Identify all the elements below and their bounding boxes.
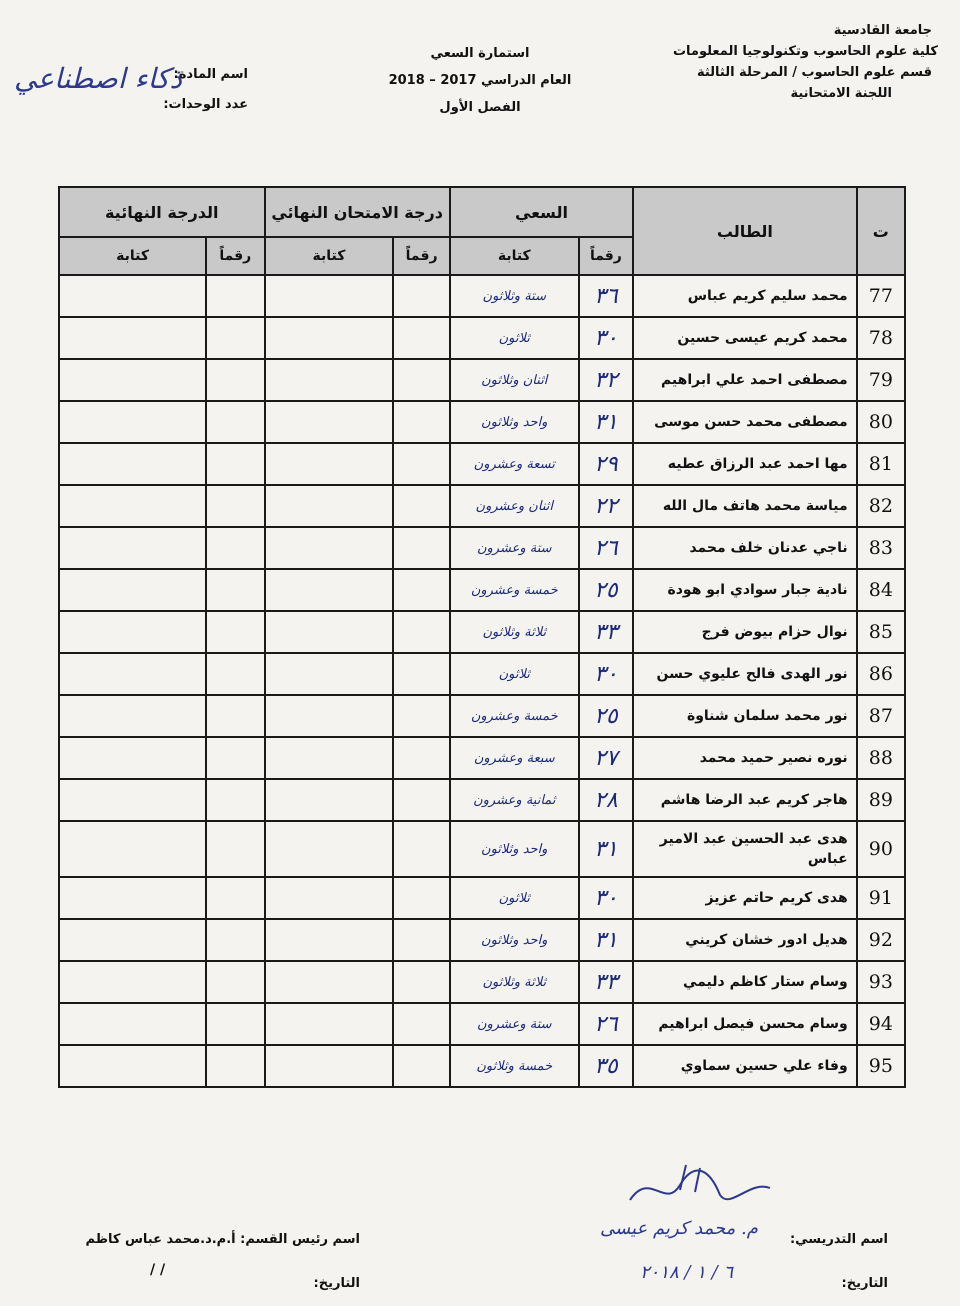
units-label: عدد الوحدات: xyxy=(163,97,248,112)
student-name: مها احمد عبد الرزاق عطيه xyxy=(633,443,857,485)
student-name: نوره نصير حميد محمد xyxy=(633,737,857,779)
row-number: 92 xyxy=(857,919,905,961)
teacher-date-label: التاريخ: xyxy=(841,1276,888,1291)
row-number: 94 xyxy=(857,1003,905,1045)
final-numeric xyxy=(206,527,264,569)
effort-numeric: ٢٦ xyxy=(579,1003,633,1045)
student-name: هديل ادور خشان كريني xyxy=(633,919,857,961)
table-row xyxy=(59,1045,905,1087)
student-name: وفاء علي حسين سماوي xyxy=(633,1045,857,1087)
final-numeric xyxy=(206,919,264,961)
effort-numeric: ٢٢ xyxy=(579,485,633,527)
row-number: 89 xyxy=(857,779,905,821)
table-row xyxy=(59,485,905,527)
table-row xyxy=(59,569,905,611)
exam-numeric xyxy=(393,485,449,527)
final-written xyxy=(59,569,206,611)
exam-written xyxy=(265,877,394,919)
exam-written xyxy=(265,737,394,779)
student-name: هدى عبد الحسين عبد الامير عباس xyxy=(633,821,857,877)
header-seq: ت xyxy=(857,187,905,275)
final-written xyxy=(59,695,206,737)
effort-written: سبعة وعشرون xyxy=(450,737,579,779)
header-exam-written: كتابة xyxy=(265,237,394,275)
exam-written xyxy=(265,275,394,317)
effort-written: اثنان وثلاثون xyxy=(450,359,579,401)
final-numeric xyxy=(206,1045,264,1087)
effort-written: خمسة وعشرون xyxy=(450,695,579,737)
final-numeric xyxy=(206,779,264,821)
final-written xyxy=(59,737,206,779)
exam-written xyxy=(265,401,394,443)
effort-numeric: ٣٢ xyxy=(579,359,633,401)
final-numeric xyxy=(206,569,264,611)
row-number: 91 xyxy=(857,877,905,919)
exam-numeric xyxy=(393,961,449,1003)
effort-numeric: ٣١ xyxy=(579,401,633,443)
row-number: 77 xyxy=(857,275,905,317)
effort-numeric: ٣٣ xyxy=(579,611,633,653)
exam-written xyxy=(265,919,394,961)
effort-numeric: ٣٣ xyxy=(579,961,633,1003)
row-number: 90 xyxy=(857,821,905,877)
final-written xyxy=(59,359,206,401)
head-line xyxy=(86,1218,360,1262)
table-row xyxy=(59,527,905,569)
header-effort-written: كتابة xyxy=(450,237,579,275)
table-row xyxy=(59,737,905,779)
department-stage: قسم علوم الحاسوب / المرحلة الثالثة xyxy=(696,65,932,80)
head-date-label: التاريخ: xyxy=(313,1276,360,1291)
table-row xyxy=(59,359,905,401)
teacher-name-handwritten: م. محمد كريم عيسى xyxy=(600,1218,758,1239)
exam-numeric xyxy=(393,401,449,443)
teacher-label: اسم التدريسي: xyxy=(789,1232,888,1247)
row-number: 86 xyxy=(857,653,905,695)
table-row xyxy=(59,877,905,919)
effort-numeric: ٣٠ xyxy=(579,653,633,695)
subject-label: اسم المادة: xyxy=(173,67,248,82)
exam-written xyxy=(265,961,394,1003)
exam-written xyxy=(265,485,394,527)
effort-written: واحد وثلاثون xyxy=(450,821,579,877)
university-header xyxy=(672,20,938,104)
final-written xyxy=(59,611,206,653)
student-name: نور محمد سلمان شناوة xyxy=(633,695,857,737)
exam-written xyxy=(265,779,394,821)
committee-name: اللجنة الامتحانية xyxy=(790,86,892,101)
exam-numeric xyxy=(393,611,449,653)
exam-numeric xyxy=(393,653,449,695)
teacher-footer xyxy=(790,1218,888,1306)
student-name: نوال حزام بيوض فرج xyxy=(633,611,857,653)
effort-numeric: ٣٥ xyxy=(579,1045,633,1087)
effort-numeric: ٢٦ xyxy=(579,527,633,569)
final-numeric xyxy=(206,485,264,527)
semester: الفصل الأول xyxy=(439,100,521,115)
teacher-signature-icon xyxy=(620,1160,780,1220)
exam-written xyxy=(265,1003,394,1045)
header-effort: السعي xyxy=(450,187,633,237)
exam-written xyxy=(265,359,394,401)
row-number: 85 xyxy=(857,611,905,653)
exam-written xyxy=(265,821,394,877)
exam-numeric xyxy=(393,1045,449,1087)
final-written xyxy=(59,821,206,877)
effort-numeric: ٣٠ xyxy=(579,317,633,359)
effort-written: خمسة وثلاثون xyxy=(450,1045,579,1087)
exam-numeric xyxy=(393,737,449,779)
final-numeric xyxy=(206,653,264,695)
effort-written: ثلاثون xyxy=(450,653,579,695)
effort-written: ستة وعشرون xyxy=(450,1003,579,1045)
university-name: جامعة القادسية xyxy=(833,23,932,38)
final-written xyxy=(59,919,206,961)
effort-written: واحد وثلاثون xyxy=(450,401,579,443)
student-name: وسام ستار كاظم دليمي xyxy=(633,961,857,1003)
academic-year: العام الدراسي 2017 – 2018 xyxy=(388,73,572,88)
student-name: هاجر كريم عبد الرضا هاشم xyxy=(633,779,857,821)
final-written xyxy=(59,779,206,821)
effort-numeric: ٢٩ xyxy=(579,443,633,485)
table-row xyxy=(59,821,905,877)
final-written xyxy=(59,1045,206,1087)
row-number: 79 xyxy=(857,359,905,401)
header-final-grade: الدرجة النهائية xyxy=(59,187,265,237)
student-name: نور الهدى فالح عليوي حسن xyxy=(633,653,857,695)
final-numeric xyxy=(206,877,264,919)
final-written xyxy=(59,275,206,317)
exam-numeric xyxy=(393,359,449,401)
exam-numeric xyxy=(393,877,449,919)
effort-numeric: ٢٥ xyxy=(579,569,633,611)
effort-written: اثنان وعشرون xyxy=(450,485,579,527)
final-numeric xyxy=(206,443,264,485)
final-numeric xyxy=(206,401,264,443)
exam-numeric xyxy=(393,569,449,611)
exam-numeric xyxy=(393,275,449,317)
final-written xyxy=(59,485,206,527)
student-name: مصطفى محمد حسن موسى xyxy=(633,401,857,443)
header-effort-numeric: رقماً xyxy=(579,237,633,275)
header-final-numeric: رقماً xyxy=(206,237,264,275)
exam-numeric xyxy=(393,1003,449,1045)
final-written xyxy=(59,527,206,569)
college-name: كلية علوم الحاسوب وتكنولوجيا المعلومات xyxy=(672,44,938,59)
header-student: الطالب xyxy=(633,187,857,275)
exam-numeric xyxy=(393,527,449,569)
header-final-exam: درجة الامتحان النهائي xyxy=(265,187,450,237)
final-written xyxy=(59,961,206,1003)
exam-written xyxy=(265,443,394,485)
head-name: أ.م.د.محمد عباس كاظم xyxy=(85,1232,236,1247)
table-row xyxy=(59,779,905,821)
exam-written xyxy=(265,1045,394,1087)
head-date-blank: / / xyxy=(150,1262,166,1278)
row-number: 93 xyxy=(857,961,905,1003)
effort-written: خمسة وعشرون xyxy=(450,569,579,611)
effort-written: ثمانية وعشرون xyxy=(450,779,579,821)
exam-written xyxy=(265,527,394,569)
exam-numeric xyxy=(393,779,449,821)
final-written xyxy=(59,317,206,359)
student-name: مياسة محمد هاتف مال الله xyxy=(633,485,857,527)
effort-numeric: ٣١ xyxy=(579,821,633,877)
exam-written xyxy=(265,695,394,737)
table-row xyxy=(59,317,905,359)
student-name: محمد كريم عيسى حسين xyxy=(633,317,857,359)
final-written xyxy=(59,877,206,919)
header-final-written: كتابة xyxy=(59,237,206,275)
effort-written: ثلاثون xyxy=(450,317,579,359)
subject-handwritten: ذكاء اصطناعي xyxy=(14,62,182,95)
student-name: هدى كريم حاتم عزيز xyxy=(633,877,857,919)
head-footer xyxy=(86,1218,360,1306)
exam-numeric xyxy=(393,919,449,961)
table-row xyxy=(59,275,905,317)
student-name: مصطفى احمد علي ابراهيم xyxy=(633,359,857,401)
row-number: 82 xyxy=(857,485,905,527)
final-numeric xyxy=(206,275,264,317)
exam-numeric xyxy=(393,317,449,359)
final-numeric xyxy=(206,737,264,779)
effort-numeric: ٢٨ xyxy=(579,779,633,821)
exam-numeric xyxy=(393,443,449,485)
effort-numeric: ٣١ xyxy=(579,919,633,961)
row-number: 95 xyxy=(857,1045,905,1087)
exam-written xyxy=(265,317,394,359)
table-row xyxy=(59,443,905,485)
table-row xyxy=(59,695,905,737)
exam-written xyxy=(265,611,394,653)
table-row xyxy=(59,1003,905,1045)
effort-numeric: ٢٥ xyxy=(579,695,633,737)
effort-written: ستة وثلاثون xyxy=(450,275,579,317)
effort-numeric: ٣٦ xyxy=(579,275,633,317)
effort-written: تسعة وعشرون xyxy=(450,443,579,485)
row-number: 80 xyxy=(857,401,905,443)
student-name: محمد سليم كريم عباس xyxy=(633,275,857,317)
student-name: ناجي عدنان خلف محمد xyxy=(633,527,857,569)
effort-numeric: ٢٧ xyxy=(579,737,633,779)
final-numeric xyxy=(206,1003,264,1045)
row-number: 88 xyxy=(857,737,905,779)
final-numeric xyxy=(206,317,264,359)
teacher-date-handwritten: ٦ / ١ / ٢٠١٨ xyxy=(640,1262,734,1283)
final-written xyxy=(59,443,206,485)
row-number: 87 xyxy=(857,695,905,737)
final-written xyxy=(59,1003,206,1045)
head-label: اسم رئيس القسم: xyxy=(240,1232,360,1247)
exam-written xyxy=(265,653,394,695)
exam-written xyxy=(265,569,394,611)
exam-numeric xyxy=(393,821,449,877)
row-number: 84 xyxy=(857,569,905,611)
row-number: 81 xyxy=(857,443,905,485)
exam-numeric xyxy=(393,695,449,737)
effort-written: ثلاثة وثلاثون xyxy=(450,611,579,653)
row-number: 78 xyxy=(857,317,905,359)
table-row xyxy=(59,919,905,961)
final-numeric xyxy=(206,611,264,653)
form-title: استمارة السعي xyxy=(430,46,530,61)
effort-numeric: ٣٠ xyxy=(579,877,633,919)
form-title-block xyxy=(360,40,600,121)
final-numeric xyxy=(206,695,264,737)
final-numeric xyxy=(206,961,264,1003)
effort-written: ثلاثة وثلاثون xyxy=(450,961,579,1003)
grades-table xyxy=(58,186,906,1088)
final-written xyxy=(59,401,206,443)
effort-written: ستة وعشرون xyxy=(450,527,579,569)
student-name: وسام محسن فيصل ابراهيم xyxy=(633,1003,857,1045)
table-row xyxy=(59,653,905,695)
row-number: 83 xyxy=(857,527,905,569)
effort-written: واحد وثلاثون xyxy=(450,919,579,961)
effort-written: ثلاثون xyxy=(450,877,579,919)
table-row xyxy=(59,401,905,443)
final-numeric xyxy=(206,821,264,877)
final-numeric xyxy=(206,359,264,401)
student-name: نادية جبار سوادي ابو هودة xyxy=(633,569,857,611)
table-row xyxy=(59,611,905,653)
final-written xyxy=(59,653,206,695)
header-exam-numeric: رقماً xyxy=(393,237,449,275)
table-row xyxy=(59,961,905,1003)
